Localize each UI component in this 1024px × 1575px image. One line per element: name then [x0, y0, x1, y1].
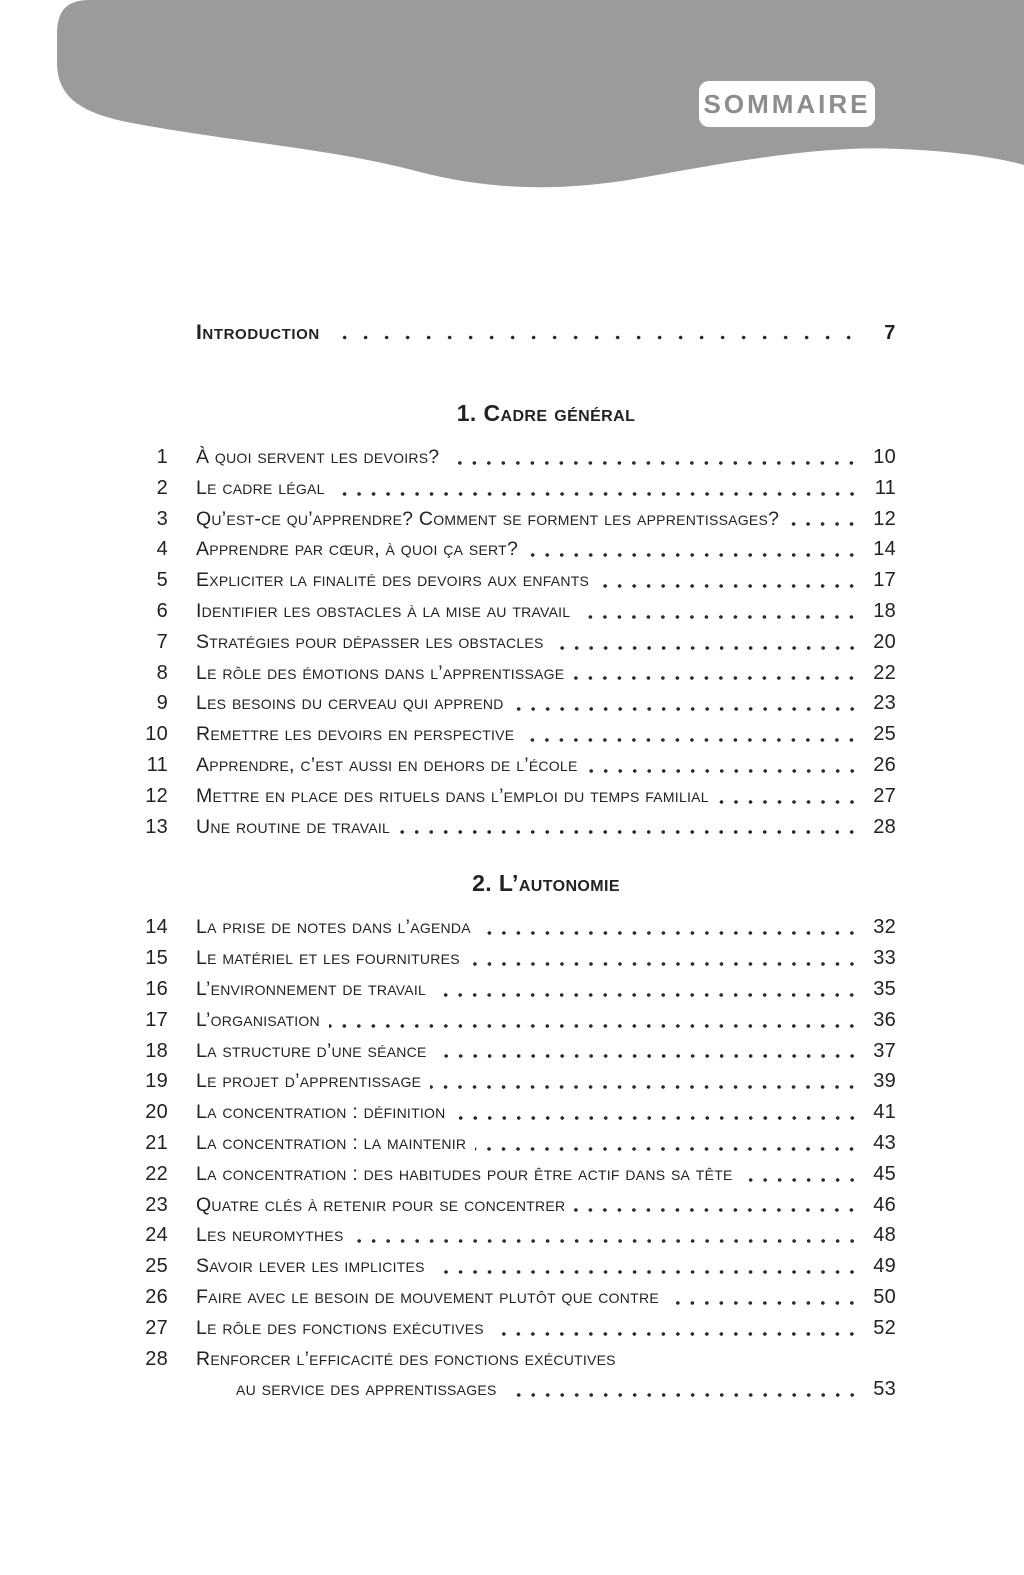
entry-title: La concentration : la maintenir — [196, 1131, 467, 1154]
toc-entry — [138, 1190, 896, 1221]
toc-entry — [138, 1128, 896, 1159]
toc-entry — [138, 596, 896, 627]
entry-page: 17 — [873, 569, 896, 592]
entry-title: Faire avec le besoin de mouvement plutôt que contre — [196, 1285, 659, 1308]
entry-title: La concentration : des habitudes pour être actif dans sa tête — [196, 1162, 733, 1185]
entry-number: 25 — [145, 1255, 168, 1278]
entry-title: Qu’est-ce qu’apprendre? Comment se forment les apprentissages? — [196, 507, 780, 530]
entry-number: 13 — [145, 815, 168, 838]
dot-leader — [527, 534, 861, 565]
entry-number: 24 — [145, 1224, 168, 1247]
entry-number: 22 — [145, 1162, 168, 1185]
entry-number: 21 — [145, 1131, 168, 1154]
header-blob — [0, 0, 1024, 260]
entry-number: 14 — [145, 916, 168, 939]
entry-page: 41 — [873, 1101, 896, 1124]
dot-leader — [513, 688, 861, 719]
entry-title: Expliciter la finalité des devoirs aux enfants — [196, 569, 590, 592]
entry-page: 27 — [873, 784, 896, 807]
dot-leader — [742, 1159, 861, 1190]
intro-title: Introduction — [196, 321, 320, 344]
entry-page: 45 — [873, 1162, 896, 1185]
dot-leader — [553, 627, 861, 658]
entry-title: Le projet d’apprentissage — [196, 1070, 422, 1093]
toc-entry — [138, 781, 896, 812]
entry-page: 11 — [874, 476, 896, 499]
toc-entry — [138, 534, 896, 565]
entry-number: 12 — [145, 784, 168, 807]
toc-entry — [138, 1282, 896, 1313]
entry-title: Le matériel et les fournitures — [196, 947, 460, 970]
dot-leader — [480, 912, 861, 943]
entry-title: Le rôle des fonctions exécutives — [196, 1316, 484, 1339]
entry-number: 26 — [145, 1285, 168, 1308]
entry-number: 11 — [146, 753, 168, 776]
section-heading: 1. Cadre général — [456, 400, 636, 426]
toc-entry — [138, 1036, 896, 1067]
toc-entry — [138, 974, 896, 1005]
entry-number: 17 — [145, 1008, 168, 1031]
sommaire-badge-label: SOMMAIRE — [703, 88, 871, 119]
toc-entry — [138, 719, 896, 750]
entry-page: 14 — [873, 538, 896, 561]
dot-leader — [475, 1128, 861, 1159]
toc-content — [138, 318, 896, 1405]
intro-row — [196, 318, 896, 348]
entry-title: À quoi servent les devoirs? — [196, 446, 440, 468]
entry-number: 10 — [145, 723, 168, 746]
entry-page: 50 — [873, 1285, 896, 1308]
entry-page: 25 — [873, 723, 896, 746]
entry-title: au service des apprentissages — [236, 1378, 497, 1401]
dot-leader — [436, 1036, 861, 1067]
sommaire-badge — [699, 81, 875, 127]
entry-page: 39 — [873, 1070, 896, 1093]
toc-entry — [138, 1251, 896, 1282]
entry-page: 33 — [873, 947, 896, 970]
intro-page: 7 — [884, 322, 896, 344]
toc-entry — [138, 627, 896, 658]
dot-leader — [788, 504, 861, 535]
dot-leader — [579, 596, 861, 627]
entry-page: 26 — [873, 753, 896, 776]
entry-title: Apprendre par cœur, à quoi ça sert? — [196, 538, 519, 561]
entry-title: Remettre les devoirs en perspective — [196, 723, 515, 746]
dot-leader — [523, 719, 861, 750]
toc-entry — [138, 943, 896, 974]
toc-entry — [138, 1344, 896, 1375]
entry-page: 23 — [873, 692, 896, 715]
toc-entry — [138, 1220, 896, 1251]
entry-title: Quatre clés à retenir pour se concentrer — [196, 1193, 566, 1216]
toc-entry — [138, 658, 896, 689]
toc-entry — [138, 1097, 896, 1128]
dot-leader — [455, 1097, 861, 1128]
toc-entry — [138, 1066, 896, 1097]
entry-title: La concentration : définition — [196, 1101, 446, 1124]
toc-entry — [138, 442, 896, 473]
entry-page: 49 — [873, 1255, 896, 1278]
toc-entry — [138, 565, 896, 596]
entry-number: 5 — [156, 569, 168, 592]
dot-leader — [353, 1220, 861, 1251]
entry-page: 20 — [873, 630, 896, 653]
toc-entry — [138, 912, 896, 943]
toc-entry — [138, 1159, 896, 1190]
entry-number: 9 — [156, 692, 168, 715]
dot-leader — [329, 318, 861, 348]
toc-entry — [138, 1005, 896, 1036]
entry-page: 22 — [873, 661, 896, 684]
entry-number: 18 — [145, 1039, 168, 1062]
entry-page: 18 — [873, 599, 896, 622]
toc-entry — [138, 1313, 896, 1344]
dot-leader — [329, 1005, 861, 1036]
entry-title: Une routine de travail — [196, 815, 391, 838]
entry-title: Savoir lever les implicites — [196, 1255, 425, 1278]
entry-number: 23 — [145, 1193, 168, 1216]
toc-entry — [138, 473, 896, 504]
entry-page: 43 — [873, 1131, 896, 1154]
entry-page: 35 — [873, 977, 896, 1000]
entry-page: 53 — [873, 1378, 896, 1401]
toc-entry — [138, 504, 896, 535]
section-heading: 2. L’autonomie — [472, 870, 620, 897]
entry-number: 20 — [145, 1101, 168, 1124]
dot-leader — [598, 565, 861, 596]
entry-title: Les neuromythes — [196, 1224, 344, 1247]
entry-number: 16 — [145, 977, 168, 1000]
toc-entry — [138, 812, 896, 843]
entry-page: 48 — [873, 1224, 896, 1247]
entry-number: 2 — [156, 476, 168, 499]
entry-page: 32 — [873, 916, 896, 939]
entry-number: 7 — [156, 630, 168, 653]
dot-leader — [469, 943, 861, 974]
entry-number: 3 — [156, 507, 168, 530]
dot-leader — [399, 812, 861, 843]
entry-page: 28 — [873, 815, 896, 838]
entry-title: Mettre en place des rituels dans l’emploi du temps familial — [196, 784, 709, 807]
dot-leader — [435, 974, 861, 1005]
entry-page: 12 — [873, 507, 896, 530]
toc-entry — [138, 688, 896, 719]
entry-number: 15 — [145, 947, 168, 970]
toc-entry — [138, 1374, 896, 1405]
entry-number: 6 — [156, 599, 168, 622]
entry-number: 4 — [156, 538, 168, 561]
entry-title: Les besoins du cerveau qui apprend — [196, 692, 504, 715]
entry-number: 8 — [156, 661, 168, 684]
toc-entry — [138, 750, 896, 781]
dot-leader — [573, 658, 861, 689]
dot-leader — [587, 750, 861, 781]
entry-title: Identifier les obstacles à la mise au travail — [196, 599, 571, 622]
entry-page: 10 — [873, 446, 896, 468]
entry-number: 19 — [145, 1070, 168, 1093]
dot-leader — [506, 1374, 861, 1405]
entry-number: 27 — [145, 1316, 168, 1339]
dot-leader — [718, 781, 861, 812]
entry-number: 1 — [156, 446, 168, 468]
entry-number: 28 — [145, 1347, 168, 1370]
entry-title: Le cadre légal — [196, 476, 325, 499]
dot-leader — [668, 1282, 861, 1313]
entry-title: Le rôle des émotions dans l’apprentissage — [196, 661, 565, 684]
dot-leader — [493, 1313, 861, 1344]
dot-leader — [430, 1066, 861, 1097]
entry-title: La prise de notes dans l’agenda — [196, 916, 471, 939]
sections-container — [138, 398, 896, 1405]
entry-title: Stratégies pour dépasser les obstacles — [196, 630, 544, 653]
entry-title: La structure d’une séance — [196, 1039, 427, 1062]
entry-title: Apprendre, c’est aussi en dehors de l’école — [196, 753, 578, 776]
entry-page: 52 — [873, 1316, 896, 1339]
entry-title: L’organisation — [196, 1008, 320, 1031]
entry-page: 37 — [873, 1039, 896, 1062]
entry-title: Renforcer l’efficacité des fonctions exécutives — [196, 1347, 616, 1370]
dot-leader — [574, 1190, 861, 1221]
entry-page: 36 — [873, 1008, 896, 1031]
entry-page: 46 — [873, 1193, 896, 1216]
dot-leader — [434, 1251, 861, 1282]
entry-title: L’environnement de travail — [196, 977, 427, 1000]
dot-leader — [334, 473, 861, 504]
dot-leader — [448, 442, 861, 473]
